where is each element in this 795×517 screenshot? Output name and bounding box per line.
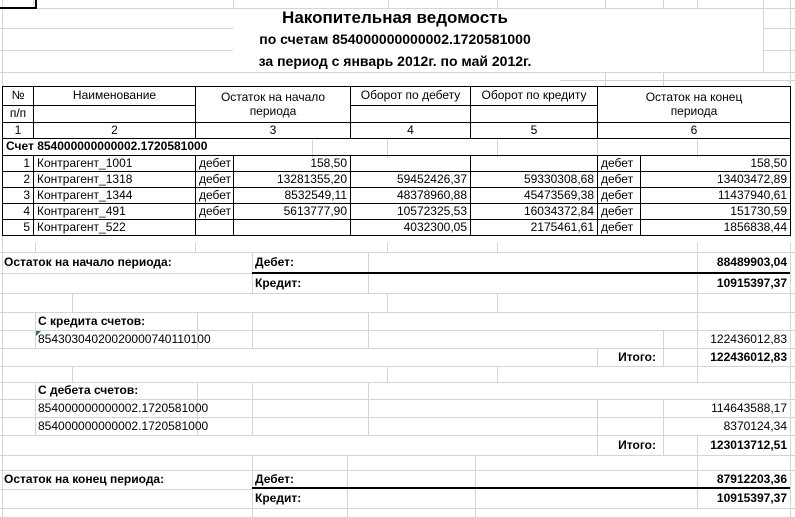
col-number-6[interactable]: 6 bbox=[598, 123, 791, 139]
from-debit-account-1[interactable]: 854000000000002.1720581000 bbox=[38, 401, 209, 415]
header-empty-cell[interactable] bbox=[471, 106, 598, 123]
gridline bbox=[475, 470, 476, 508]
gridline bbox=[560, 80, 795, 81]
gridline bbox=[252, 312, 253, 348]
gridline bbox=[697, 0, 698, 8]
col-number-3[interactable]: 3 bbox=[196, 123, 351, 139]
row-open-side-cell[interactable]: дебет bbox=[196, 172, 234, 188]
row-debit-cell[interactable] bbox=[351, 156, 471, 172]
row-name-cell[interactable]: Контрагент_1318 bbox=[34, 172, 196, 188]
row-num-cell[interactable]: 4 bbox=[3, 204, 34, 220]
row-open-side-cell[interactable]: дебет bbox=[196, 204, 234, 220]
gridline bbox=[35, 243, 36, 252]
gridline bbox=[663, 399, 664, 455]
closing-debit-value[interactable]: 87912203,36 bbox=[716, 472, 787, 486]
closing-balance-label[interactable]: Остаток на конец периода: bbox=[4, 472, 165, 486]
gridline bbox=[252, 455, 253, 470]
gridline bbox=[35, 382, 36, 435]
gridline bbox=[475, 455, 476, 470]
row-name-cell[interactable]: Контрагент_522 bbox=[34, 220, 196, 236]
from-debit-account-1-value[interactable]: 114643588,17 bbox=[711, 401, 787, 415]
header-num-cell-2[interactable]: п/п bbox=[3, 106, 34, 123]
row-num-cell[interactable]: 2 bbox=[3, 172, 34, 188]
gridline bbox=[663, 72, 664, 86]
gridline bbox=[497, 366, 498, 382]
row-name-cell[interactable]: Контрагент_1344 bbox=[34, 188, 196, 204]
row-close-side-cell[interactable]: дебет bbox=[598, 204, 641, 220]
gridline bbox=[790, 0, 791, 86]
gridline bbox=[347, 508, 348, 517]
gridline bbox=[597, 348, 598, 366]
gridline bbox=[387, 243, 388, 252]
table-row bbox=[3, 220, 791, 236]
report-table bbox=[2, 86, 791, 236]
table-row bbox=[3, 188, 791, 204]
gridline bbox=[0, 455, 795, 456]
gridline bbox=[0, 489, 252, 490]
from-debit-label[interactable]: С дебета счетов: bbox=[38, 383, 139, 397]
row-debit-cell[interactable]: 10572325,53 bbox=[351, 204, 471, 220]
gridline bbox=[763, 0, 764, 8]
gridline bbox=[72, 293, 73, 312]
account-header-cell[interactable]: Счет 854000000000002.1720581000 bbox=[3, 139, 791, 156]
gridline bbox=[388, 0, 389, 8]
gridline bbox=[597, 399, 598, 455]
col-number-4[interactable]: 4 bbox=[351, 123, 471, 139]
gridline bbox=[497, 293, 498, 312]
row-credit-cell[interactable]: 2175461,61 bbox=[471, 220, 598, 236]
report-subtitle-accounts: по счетам 854000000000002.1720581000 bbox=[259, 31, 531, 47]
gridline bbox=[663, 330, 664, 366]
underline bbox=[252, 487, 790, 489]
gridline bbox=[497, 0, 498, 8]
gridline bbox=[233, 0, 234, 8]
closing-credit-value[interactable]: 10915397,37 bbox=[716, 491, 787, 505]
gridline bbox=[605, 72, 606, 86]
gridline bbox=[0, 348, 795, 349]
opening-debit-value[interactable]: 88489903,04 bbox=[716, 255, 787, 269]
col-number-1[interactable]: 1 bbox=[3, 123, 34, 139]
row-close-value-cell[interactable]: 158,50 bbox=[641, 156, 791, 172]
from-credit-total-value[interactable]: 122436012,83 bbox=[710, 350, 787, 364]
gridline bbox=[697, 293, 698, 312]
opening-credit-value[interactable]: 10915397,37 bbox=[716, 276, 787, 290]
header-closing-cell[interactable] bbox=[598, 87, 791, 123]
gridline bbox=[497, 243, 498, 252]
gridline bbox=[0, 435, 795, 436]
gridline bbox=[663, 0, 664, 8]
gridline bbox=[0, 366, 795, 367]
gridline bbox=[0, 72, 795, 73]
row-name-cell[interactable]: Контрагент_1001 bbox=[34, 156, 196, 172]
opening-debit-label[interactable]: Дебет: bbox=[255, 255, 295, 269]
row-num-cell[interactable]: 3 bbox=[3, 188, 34, 204]
opening-balance-label[interactable]: Остаток на начало периода: bbox=[4, 255, 172, 269]
account-header-row bbox=[3, 139, 791, 156]
header-row-1 bbox=[3, 87, 791, 106]
report-subtitle-period: за период с январь 2012г. по май 2012г. bbox=[258, 53, 532, 69]
gridline bbox=[252, 382, 253, 435]
gridline bbox=[790, 243, 791, 517]
gridline bbox=[605, 0, 606, 8]
gridline bbox=[252, 508, 253, 517]
gridline bbox=[475, 508, 476, 517]
gridline bbox=[387, 366, 388, 382]
row-open-side-cell[interactable]: дебет bbox=[196, 188, 234, 204]
header-debit-turnover-cell[interactable]: Оборот по дебету bbox=[351, 87, 471, 106]
row-close-side-cell[interactable]: дебет bbox=[598, 220, 641, 236]
row-close-value-cell[interactable]: 11437940,61 bbox=[641, 188, 791, 204]
closing-credit-label[interactable]: Кредит: bbox=[255, 491, 302, 505]
table-row bbox=[3, 172, 791, 188]
report-title: Накопительная ведомость bbox=[282, 8, 508, 27]
row-credit-cell[interactable]: 59330308,68 bbox=[471, 172, 598, 188]
row-open-side-cell[interactable]: дебет bbox=[196, 156, 234, 172]
row-open-value-cell[interactable]: 13281355,20 bbox=[234, 172, 351, 188]
row-open-value-cell[interactable]: 8532549,11 bbox=[234, 188, 351, 204]
table-row bbox=[3, 156, 791, 172]
row-debit-cell[interactable]: 59452426,37 bbox=[351, 172, 471, 188]
from-credit-label[interactable]: С кредита счетов: bbox=[38, 314, 146, 328]
gridline bbox=[368, 312, 369, 348]
header-opening-cell[interactable] bbox=[196, 87, 351, 123]
gridline bbox=[252, 470, 253, 508]
from-debit-account-2[interactable]: 854000000000002.1720581000 bbox=[38, 419, 209, 433]
gridline bbox=[387, 293, 388, 312]
header-closing-line1: Остаток на конец bbox=[645, 89, 743, 104]
gridline bbox=[697, 470, 698, 508]
row-open-value-cell[interactable]: 158,50 bbox=[234, 156, 351, 172]
gridline bbox=[0, 508, 795, 509]
header-opening-line1: Остаток на начало bbox=[220, 89, 326, 104]
row-close-side-cell[interactable]: дебет bbox=[598, 172, 641, 188]
header-empty-cell[interactable] bbox=[34, 106, 196, 123]
gridline bbox=[0, 293, 795, 294]
gridline bbox=[697, 455, 698, 470]
row-close-side-cell[interactable]: дебет bbox=[598, 156, 641, 172]
header-credit-turnover-cell[interactable]: Оборот по кредиту bbox=[471, 87, 598, 106]
row-debit-cell[interactable]: 48378960,88 bbox=[351, 188, 471, 204]
from-debit-total-value[interactable]: 123013712,51 bbox=[710, 438, 787, 452]
gridline bbox=[697, 366, 698, 382]
opening-credit-label[interactable]: Кредит: bbox=[255, 276, 302, 290]
row-num-cell[interactable]: 1 bbox=[3, 156, 34, 172]
row-credit-cell[interactable]: 16034372,84 bbox=[471, 204, 598, 220]
row-open-value-cell[interactable]: 5613777,90 bbox=[234, 204, 351, 220]
gridline bbox=[347, 455, 348, 470]
row-num-cell[interactable]: 5 bbox=[3, 220, 34, 236]
row-debit-cell[interactable]: 4032300,05 bbox=[351, 220, 471, 236]
header-opening-line2: периода bbox=[249, 103, 297, 118]
gridline bbox=[2, 0, 3, 517]
from-credit-account[interactable]: 85430304020020000740110100 bbox=[38, 332, 211, 346]
row-open-value-cell[interactable] bbox=[234, 220, 351, 236]
col-number-5[interactable]: 5 bbox=[471, 123, 598, 139]
gridline bbox=[347, 470, 348, 508]
row-close-side-cell[interactable]: дебет bbox=[598, 188, 641, 204]
gridline bbox=[72, 366, 73, 382]
header-empty-cell[interactable] bbox=[351, 106, 471, 123]
row-close-value-cell[interactable]: 151730,59 bbox=[641, 204, 791, 220]
table-row bbox=[3, 204, 791, 220]
from-credit-account-value[interactable]: 122436012,83 bbox=[710, 332, 787, 346]
gridline bbox=[35, 312, 36, 348]
row-close-value-cell[interactable]: 1856838,44 bbox=[641, 220, 791, 236]
from-debit-total-label[interactable]: Итого: bbox=[618, 438, 656, 452]
gridline bbox=[697, 312, 698, 366]
gridline bbox=[195, 243, 196, 252]
from-credit-total-label[interactable]: Итого: bbox=[618, 350, 656, 364]
header-name-cell[interactable]: Наименование bbox=[34, 87, 196, 106]
column-number-row bbox=[3, 123, 791, 139]
row-credit-cell[interactable] bbox=[471, 156, 598, 172]
gridline bbox=[368, 382, 369, 435]
gridline bbox=[697, 435, 698, 455]
header-num-cell[interactable]: № bbox=[3, 87, 34, 106]
row-close-value-cell[interactable]: 13403472,89 bbox=[641, 172, 791, 188]
underline bbox=[252, 272, 790, 274]
gridline bbox=[697, 243, 698, 252]
row-name-cell[interactable]: Контрагент_491 bbox=[34, 204, 196, 220]
gridline bbox=[0, 273, 252, 274]
col-number-2[interactable]: 2 bbox=[34, 123, 196, 139]
row-open-side-cell[interactable] bbox=[196, 220, 234, 236]
header-closing-line2: периода bbox=[670, 103, 718, 118]
closing-debit-label[interactable]: Дебет: bbox=[255, 472, 295, 486]
row-credit-cell[interactable]: 45473569,38 bbox=[471, 188, 598, 204]
from-debit-account-2-value[interactable]: 8370124,34 bbox=[723, 419, 787, 433]
